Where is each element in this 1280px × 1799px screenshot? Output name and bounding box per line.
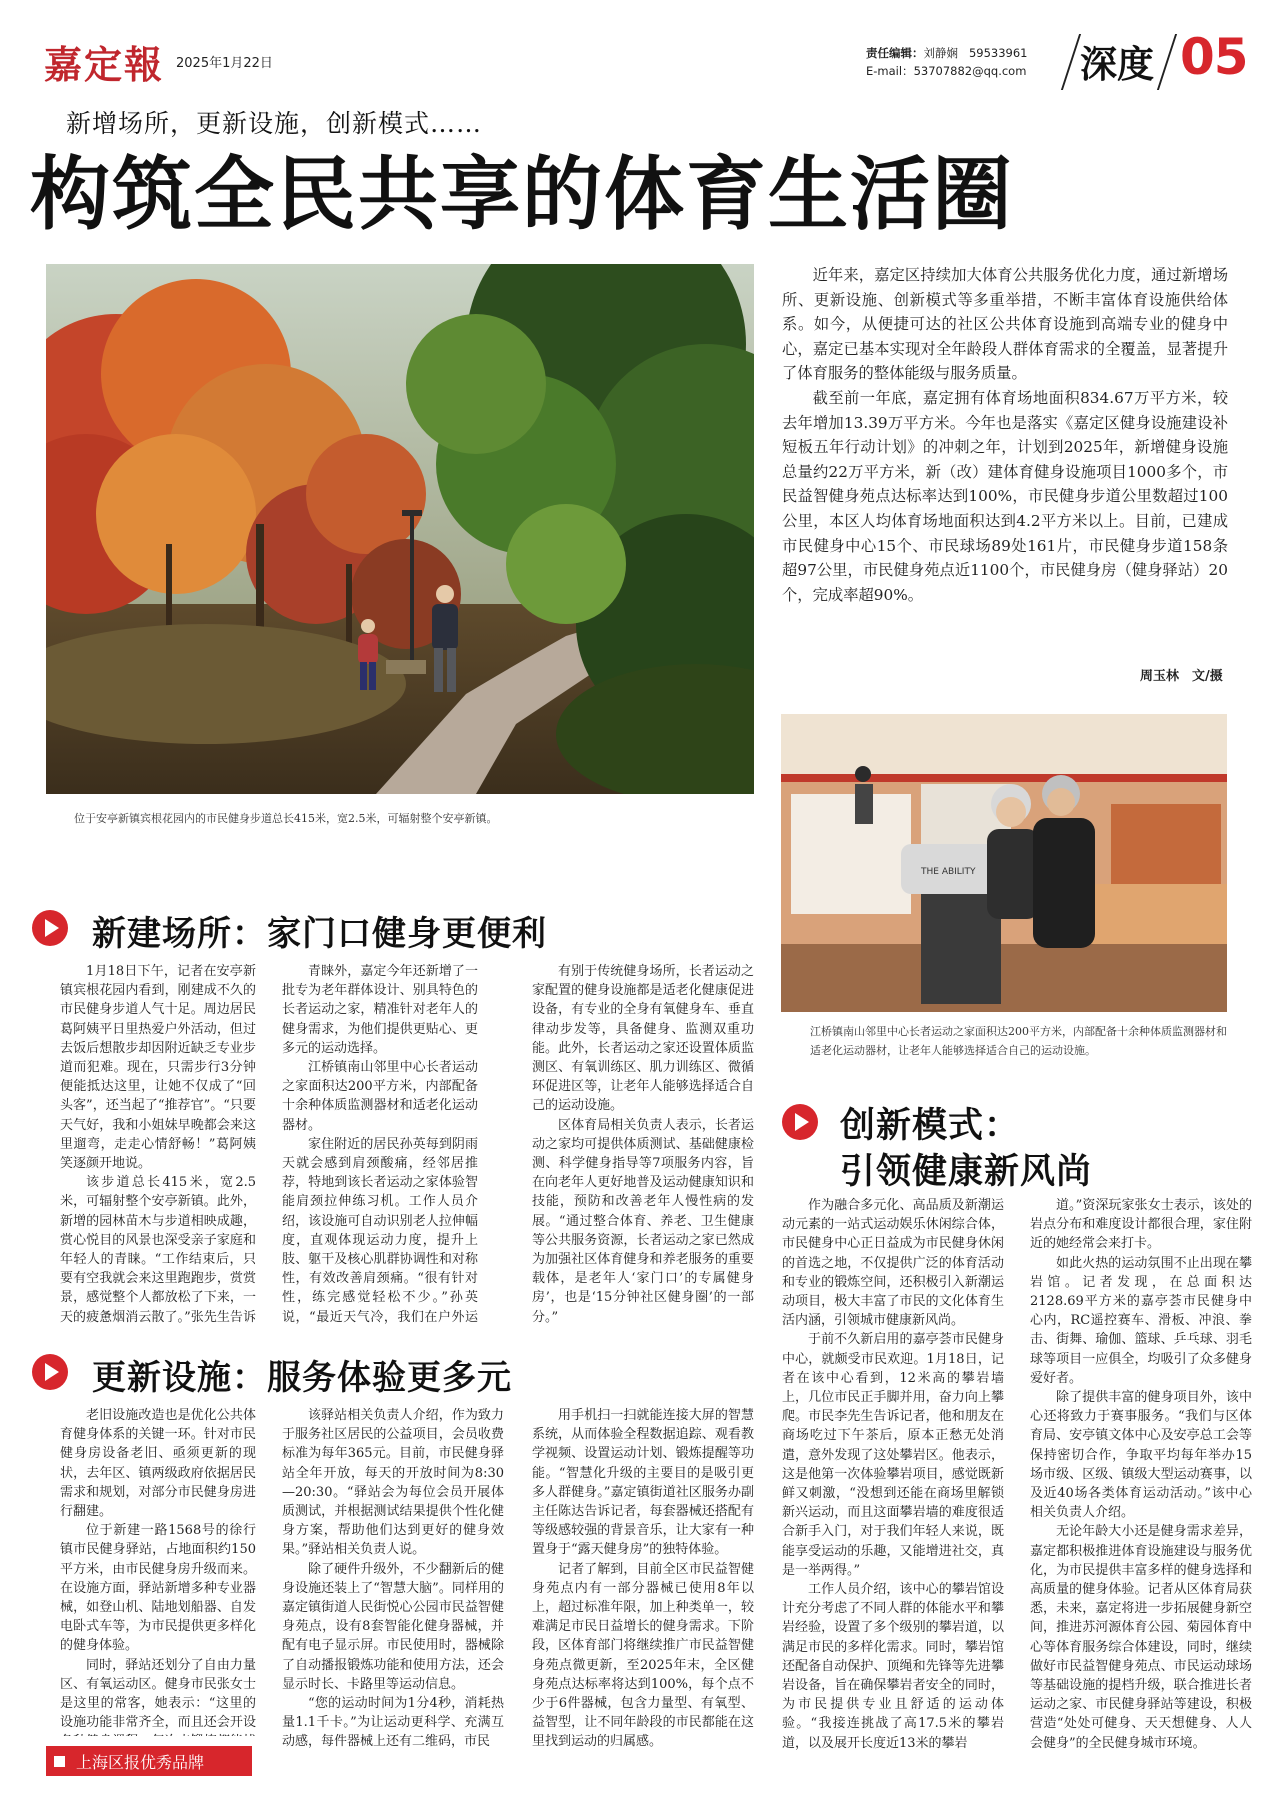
article-paragraph: 老旧设施改造也是优化公共体育健身体系的关键一环。针对市民健身房设备老旧、亟须更新的现状，去年区、镇两级政府依据居民需求和规划，对部分市民健身房进行翻建。 [60,1408,256,1520]
article-paragraph: 江桥镇南山邻里中心长者运动之家面积达200平方米，内部配备十余种体质监测器材和适老化运动器材。 [282,1060,478,1133]
article-paragraph: 除了硬件升级外，不少翻新后的健身设施还装上了“智慧大脑”。同样用的嘉定镇街道人民街悦心公园市民益智健身苑点，设有8套智能化健身器械，并配有电子显示屏。市民使用时，器械除了自动播报锻炼功能和使用方法，还会显示时长、卡路里等运动信息。 [282,1561,504,1692]
main-photo [46,264,754,794]
intro-paragraph: 截至前一年底，嘉定拥有体育场地面积834.67万平方米，较去年增加13.39万平方米。今年也是落实《嘉定区健身设施建设补短板五年行动计划》的冲刺之年，计划到2025年，新增健身设施总量约22万平方米，新（改）建体育健身设施项目1000多个，市民益智健身苑点达标率达到100%，市民健身步道公里数超过100公里，本区人均体育场地面积达到4.2平方米以上。目前，已建成市民健身中心15个、市民球场89处161片，市民健身步道158条超97公里，市民健身苑点近1100个，市民健身房（健身驿站）20个，完成率超90%。 [782,388,1228,604]
masthead-divider [1157,34,1177,90]
headline-kicker: 新增场所，更新设施，创新模式…… [66,109,483,138]
article-paragraph: 如此火热的运动氛围不止出现在攀岩馆。记者发现，在总面积达2128.69平方米的嘉亭荟市民健身中心内，RC遥控赛车、滑板、冲浪、拳击、街舞、瑜伽、篮球、乒乓球、羽毛球等项目一应俱全，均吸引了众多健身爱好者。 [1030,1255,1252,1386]
article-column [282,1406,504,1788]
article-paragraph: 工作人员介绍，该中心的攀岩馆设计充分考虑了不同人群的体能水平和攀岩经验，设置了多个级别的攀岩道，以满足市民的多样化需求。同时，攀岩馆还配备自动保护、顶绳和先锋等先进攀岩设备，旨在确保攀岩者安全的同时，为市民提供专业且舒适的运动体验。“我接连挑战了高17.5米的攀岩道，以及展开长度近13米的攀岩 [782,1582,1004,1751]
main-photo-caption: 位于安亭新镇宾根花园内的市民健身步道总长415米，宽2.5米，可辐射整个安亭新镇。 [74,812,498,825]
editor-name: 刘静娴 [923,46,958,60]
article-paragraph: 用手机扫一扫就能连接大屏的智慧系统，从而体验全程数据追踪、观看教学视频、设置运动计划、锻炼提醒等功能。“智慧化升级的主要目的是吸引更多人群健身。”嘉定镇街道社区服务办副主任陈达告诉记者，每套器械还搭配有等级感较强的背景音乐，让大家有一种置身于“露天健身房”的独特体验。 [532,1408,754,1558]
second-photo [781,714,1227,1012]
article-paragraph: 作为融合多元化、高品质及新潮运动元素的一站式运动娱乐休闲综合体，市民健身中心正日益成为市民健身休闲的首选之地，不仅提供广泛的体育活动和专业的锻炼空间，还积极引入新潮运动项目，极大丰富了市民的文化体育生活内涵，引领城市健康新风尚。 [782,1198,1004,1329]
headline-title: 构筑全民共享的体育生活圈 [30,147,1014,241]
article-paragraph: 于前不久新启用的嘉亭荟市民健身中心，就颇受市民欢迎。1月18日，记者在该中心看到，12米高的攀岩墙上，几位市民正手脚并用，奋力向上攀爬。市民李先生告诉记者，他和朋友在商场吃过下午茶后，原本正愁无处消遣，意外发现了这处攀岩区。他表示，这是他第一次体验攀岩项目，感觉既新鲜又刺激，“没想到还能在商场里解锁新兴运动，而且这面攀岩墙的难度很适合新手入门，对于我们年轻人来说，既能享受运动的乐趣，又能增进社交，真是一举两得。” [782,1332,1004,1578]
section-title: 更新设施：服务体验更多元 [92,1358,512,1398]
section-title-line1: 创新模式： [840,1106,1021,1146]
editor-email: 53707882@qq.com [913,64,1027,78]
article-column [532,1406,754,1788]
article-column [282,962,478,1324]
masthead-logo: 嘉定報 [44,42,165,87]
section-title-line2: 引领健康新风尚 [840,1152,1093,1192]
article-paragraph: 该驿站相关负责人介绍，作为致力于服务社区居民的公益项目，会员收费标准为每年365元。目前，市民健身驿站全年开放，每天的开放时间为8:30—20:30。“驿站会为每位会员开展体质测试，并根据测试结果提供个性化健身方案，帮助他们达到更好的健身效果。”驿站相关负责人说。 [282,1408,504,1558]
article-paragraph: 除了提供丰富的健身项目外，该中心还将致力于赛事服务。“我们与区体育局、安亭镇文体中心及安亭总工会等保持密切合作，争取平均每年举办15场市级、区级、镇级大型运动赛事，以及近40场各类体育运动活动。”该中心相关负责人介绍。 [1030,1390,1252,1521]
article-column [60,962,256,1324]
intro-paragraph: 近年来，嘉定区持续加大体育公共服务优化力度，通过新增场所、更新设施、创新模式等多重举措，不断丰富体育设施供给体系。如今，从便捷可达的社区公共体育设施到高端专业的健身中心，嘉定已基本实现对全年龄段人群体育需求的全覆盖，显著提升了体育服务的整体能级与服务质量。 [782,266,1228,383]
section-title: 新建场所：家门口健身更便利 [92,914,547,954]
machine-brand-text: THE ABILITY [921,867,976,877]
article-paragraph: 道。”资深玩家张女士表示，该处的岩点分布和难度设计都很合理，家住附近的她经常会来打卡。 [1030,1198,1252,1252]
article-paragraph: 1月18日下午，记者在安亭新镇宾根花园内看到，刚建成不久的市民健身步道人气十足。周边居民葛阿姨平日里热爱户外活动，但过去饭后想散步却因附近缺乏专业步道而犯难。现在，只需步行3分钟便能抵达这里，让她不仅成了“回头客”，还当起了“推荐官”。“只要天气好，我和小姐妹早晚都会来这里遛弯，走走心情舒畅！”葛阿姨笑逐颜开地说。 [60,964,256,1172]
editor-info [866,44,1028,80]
page-number: 05 [1180,28,1248,86]
section-name: 深度 [1080,42,1154,86]
article-paragraph: 区体育局相关负责人表示，长者运动之家均可提供体质测试、基础健康检测、科学健身指导等7项服务内容，旨在向老年人更好地普及运动健康知识和技能，预防和改善老年人慢性病的发展。“通过整合体育、养老、卫生健康等公共服务资源，长者运动之家已然成为加强社区体育健身和养老服务的重要载体，是老年人‘家门口’的专属健身房’，也是‘15分钟社区健身圈’的一部分。” [532,1117,754,1324]
masthead-divider [1061,34,1081,90]
play-icon [782,1104,818,1140]
article-paragraph: 家住附近的居民孙英每到阴雨天就会感到肩颈酸痛，经邻居推荐，特地到该长者运动之家体验智能肩颈拉伸练习机。工作人员介绍，该设施可自动识别老人拉伸幅度，直观体现运动力度，提升上肢、躯干及核心肌群协调性和对称性，有效改善肩颈痛。“很有针对性，练完感觉轻松不少。”孙英说，“最近天气冷，我们在户外运 [282,1136,478,1324]
article-paragraph: 记者了解到，目前全区市民益智健身苑点内有一部分器械已使用8年以上，超过标准年限，加上种类单一，较难满足市民日益增长的健身需求。下阶段，区体育部门将继续推广市民益智健身苑点微更新，至2025年末，全区健身苑点达标率将达到100%，每个点不少于6件器械，包含力量型、有氧型、益智型，让不同年龄段的市民都能在这里找到运动的归属感。 [532,1561,754,1750]
article-paragraph: 青睐外，嘉定今年还新增了一批专为老年群体设计、别具特色的长者运动之家，精准针对老年人的健身需求，为他们提供更贴心、更多元的运动选择。 [282,964,478,1056]
brand-square-icon [54,1756,65,1767]
article-paragraph: 位于新建一路1568号的徐行镇市民健身驿站，占地面积约150平方米，由市民健身房升级而来。在设施方面，驿站新增多种专业器械，如登山机、陆地划船器、自发电卧式车等，为市民提供更多样化的健身体验。 [60,1523,256,1654]
article-column [532,962,754,1324]
second-photo-caption: 江桥镇南山邻里中心长者运动之家面积达200平方米，内部配备十余种体质监测器材和适老化运动器材，让老年人能够选择适合自己的运动设施。 [810,1025,1227,1057]
brand-text: 上海区报优秀品牌 [76,1753,205,1772]
editor-phone: 59533961 [968,46,1028,60]
article-paragraph: 同时，驿站还划分了自由力量区、有氧运动区。健身市民张女士是这里的常客，她表示：“这里的设施功能非常齐全，而且还会开设 [60,1657,256,1731]
play-icon [32,1354,68,1390]
issue-date: 2025年1月22日 [176,56,273,71]
article-column [60,1406,256,1736]
email-label: E-mail： [866,64,914,78]
article-paragraph: “您的运动时间为1分4秒，消耗热量1.1千卡。”为让运动更科学、充满互动感，每件器械上还有二维码，市民 [282,1696,504,1750]
article-column [782,1196,1004,1788]
editor-label: 责任编辑： [866,46,924,60]
play-icon [32,910,68,946]
article-paragraph: 该步道总长415米，宽2.5米，可辐射整个安亭新镇。此外，新增的园林苗木与步道相映成趣，赏心悦目的风景也深受亲子家庭和年轻人的青睐。“工作结束后，只要有空我就会来这里跑跑步，赏赏景，感觉整个人都放松了下来，一天的疲惫烟消云散了。”张先生告诉 [60,1175,256,1324]
article-paragraph: 有别于传统健身场所，长者运动之家配置的健身设施都是适老化健康促进设备，有专业的全身有氧健身车、垂直律动步发等，具备健身、监测双重功能。此外，长者运动之家还设置体质监测区、有氧训练区、肌力训练区、微循环促进区等，让老年人能够选择适合自己的运动设施。 [532,964,754,1114]
author-credit: 周玉林 文/摄 [1140,669,1223,684]
article-column [1030,1196,1252,1788]
article-paragraph: 无论年龄大小还是健身需求差异，嘉定都积极推进体育设施建设与服务优化，为市民提供丰富多样的健身选择和高质量的健身体验。记者从区体育局获悉，未来，嘉定将进一步拓展健身新空间，推进苏河源体育公园、菊园体育中心等体育服务综合体建设，同时，继续做好市民益智健身苑点、市民运动球场等基础设施的提档升级，联合推进长者运动之家、市民健身驿站等建设，积极营造“处处可健身、天天想健身、人人会健身”的全民健身城市环境。 [1030,1524,1252,1751]
intro-text [782,263,1228,607]
